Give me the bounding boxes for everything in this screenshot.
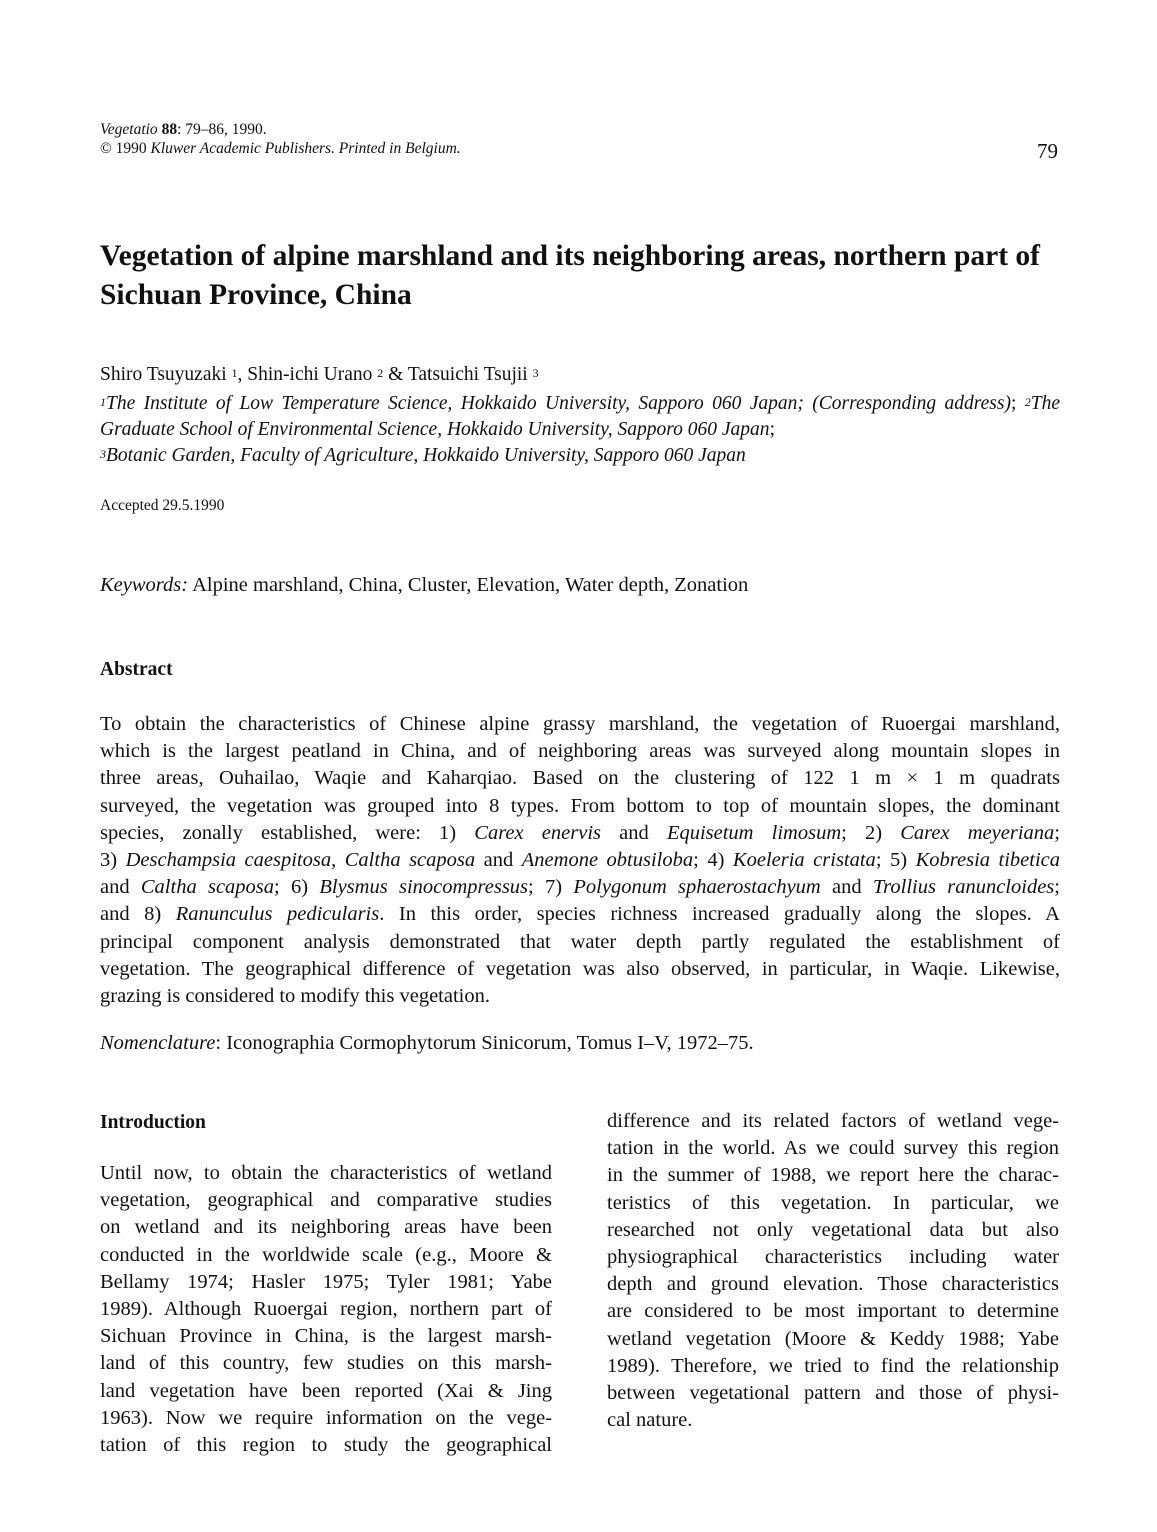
- author-list: [100, 362, 539, 388]
- nomenclature-text: : Iconographia Cormophytorum Sinicorum, Tomus I–V, 1972–75.: [215, 1032, 754, 1054]
- keywords: [100, 574, 748, 597]
- abstract-line: grazing is considered to modify this vegetation.: [100, 985, 490, 1008]
- author-separator: ,: [237, 364, 248, 385]
- abstract-text: ;: [1054, 876, 1060, 899]
- copyright-year: © 1990: [100, 140, 147, 157]
- species-name: Equisetum limosum: [666, 821, 842, 844]
- abstract-line: [100, 820, 1060, 847]
- affiliation-3-marker: 3: [100, 447, 106, 461]
- abstract-text: ; 2): [841, 821, 901, 844]
- intro-line: Bellamy 1974; Hasler 1975; Tyler 1981; Yabe: [100, 1270, 552, 1293]
- affiliations: [100, 391, 1060, 469]
- paper-title: Vegetation of alpine marshland and its neighboring areas, northern part of Sichuan Province, China: [100, 240, 1040, 311]
- abstract-line: [100, 901, 1060, 928]
- intro-line: conducted in the worldwide scale (e.g., Moore &: [100, 1243, 552, 1266]
- abstract-line: surveyed, the vegetation was grouped into 8 types. From bottom to top of mountain slopes, the dominant: [100, 794, 1060, 817]
- intro-line: land vegetation have been reported (Xai & Jing: [100, 1379, 552, 1402]
- page-number: 79: [1037, 139, 1058, 163]
- intro-line: cal nature.: [607, 1409, 693, 1432]
- author-3: Tatsuichi Tsujii: [407, 364, 528, 385]
- intro-line: vegetation, geographical and comparative studies: [100, 1189, 552, 1212]
- abstract-line: vegetation. The geographical difference of vegetation was also observed, in particular, in Waqie. Likewise,: [100, 957, 1060, 980]
- journal-volume: 88: [161, 121, 178, 138]
- species-name: Kobresia tibetica: [915, 849, 1061, 872]
- intro-line: tation of this region to study the geographical: [100, 1434, 552, 1457]
- species-name: Caltha scaposa: [140, 876, 275, 899]
- intro-line: Sichuan Province in China, is the largest marsh-: [100, 1325, 552, 1348]
- author-2: Shin-ichi Urano: [247, 364, 373, 385]
- author-2-affil: 2: [377, 366, 384, 380]
- publisher-note: Kluwer Academic Publishers. Printed in Belgium.: [150, 140, 461, 157]
- species-name: Deschampsia caespitosa: [125, 849, 332, 872]
- abstract-text: and: [100, 876, 141, 899]
- intro-line: teristics of this vegetation. In particular, we: [607, 1191, 1059, 1214]
- abstract-text: ;: [1054, 821, 1060, 844]
- journal-pages-year: : 79–86, 1990.: [177, 121, 267, 138]
- abstract-text: and: [475, 849, 522, 872]
- journal-citation: [100, 120, 461, 158]
- author-separator: &: [383, 364, 408, 385]
- species-name: Anemone obtusiloba: [521, 849, 694, 872]
- author-1-affil: 1: [231, 366, 238, 380]
- abstract-line: [100, 874, 1060, 901]
- abstract-line: principal component analysis demonstrated that water depth partly regulated the establishment of: [100, 930, 1060, 953]
- abstract-text: 3): [100, 849, 126, 872]
- nomenclature-label: Nomenclature: [100, 1032, 216, 1054]
- species-name: Trollius ranuncloides: [872, 876, 1055, 899]
- affiliation-2: The Graduate School of Environmental Science, Hokkaido University, Sapporo 060 Japan: [100, 393, 1060, 440]
- intro-line: difference and its related factors of wetland vege-: [607, 1110, 1059, 1132]
- affiliation-2-marker: 2: [1024, 395, 1031, 409]
- intro-line: in the summer of 1988, we report here the charac-: [607, 1164, 1059, 1187]
- author-1: Shiro Tsuyuzaki: [100, 364, 227, 385]
- abstract-text: ; 4): [693, 849, 733, 872]
- nomenclature: [100, 1032, 754, 1055]
- abstract-text: ,: [331, 849, 345, 872]
- intro-line: Until now, to obtain the characteristics of wetland: [100, 1162, 552, 1184]
- affiliation-1-marker: 1: [100, 395, 106, 409]
- abstract-line: three areas, Ouhailao, Waqie and Kaharqiao. Based on the clustering of 122 1 m × 1 m quadrats: [100, 767, 1060, 790]
- affiliation-separator: ;: [1010, 393, 1025, 414]
- intro-line: 1963). Now we require information on the vege-: [100, 1406, 552, 1429]
- intro-line: are considered to be most important to determine: [607, 1300, 1059, 1323]
- copyright-line: [100, 139, 461, 158]
- intro-line: land of this country, few studies on this marsh-: [100, 1352, 552, 1375]
- abstract-text: species, zonally established, were: 1): [100, 821, 475, 844]
- species-name: Ranunculus pedicularis: [175, 903, 380, 926]
- keywords-label: Keywords:: [100, 574, 189, 596]
- species-name: Carex meyeriana: [900, 821, 1055, 844]
- introduction-right-column: [607, 1108, 1059, 1434]
- introduction-heading: Introduction: [100, 1112, 206, 1133]
- author-3-affil: 3: [532, 366, 539, 380]
- intro-line: 1989). Therefore, we tried to find the relationship: [607, 1354, 1059, 1377]
- keywords-text: Alpine marshland, China, Cluster, Elevation, Water depth, Zonation: [192, 574, 749, 596]
- affiliation-3: Botanic Garden, Faculty of Agriculture, Hokkaido University, Sapporo 060 Japan: [106, 445, 746, 466]
- abstract-text: ; 5): [875, 849, 916, 872]
- intro-line: physiographical characteristics including water: [607, 1246, 1059, 1269]
- affiliation-separator: ;: [769, 419, 775, 440]
- species-name: Polygonum sphaerostachyum: [573, 876, 821, 899]
- abstract-line: [100, 847, 1060, 874]
- journal-name: Vegetatio: [100, 121, 158, 138]
- abstract-line: To obtain the characteristics of Chinese alpine grassy marshland, the vegetation of Ruoergai marshland,: [100, 713, 1060, 735]
- intro-line: between vegetational pattern and those of physi-: [607, 1382, 1059, 1405]
- abstract-body: [100, 711, 1060, 1010]
- abstract-text: . In this order, species richness increased gradually along the slopes. A: [379, 903, 1060, 926]
- species-name: Koeleria cristata: [732, 849, 876, 872]
- abstract-text: ; 6): [274, 876, 320, 899]
- species-name: Caltha scaposa: [344, 849, 476, 872]
- intro-line: tation in the world. As we could survey this region: [607, 1137, 1059, 1160]
- journal-volume-line: [100, 120, 461, 139]
- species-name: Blysmus sinocompressus: [319, 876, 529, 899]
- abstract-text: and: [820, 876, 873, 899]
- abstract-text: and 8): [100, 903, 176, 926]
- intro-line: depth and ground elevation. Those characteristics: [607, 1273, 1059, 1296]
- introduction-left-column: [100, 1160, 552, 1459]
- affiliation-1: The Institute of Low Temperature Science, Hokkaido University, Sapporo 060 Japan; (Corresponding address): [106, 393, 1011, 414]
- accepted-date: Accepted 29.5.1990: [100, 497, 225, 514]
- abstract-line: which is the largest peatland in China, and of neighboring areas was surveyed along mountain slopes in: [100, 740, 1060, 763]
- intro-line: wetland vegetation (Moore & Keddy 1988; Yabe: [607, 1327, 1059, 1350]
- intro-line: 1989). Although Ruoergai region, northern part of: [100, 1298, 552, 1321]
- abstract-text: and: [601, 821, 667, 844]
- species-name: Carex enervis: [474, 821, 601, 844]
- abstract-text: ; 7): [528, 876, 574, 899]
- intro-line: researched not only vegetational data but also: [607, 1218, 1059, 1241]
- intro-line: on wetland and its neighboring areas have been: [100, 1216, 552, 1239]
- abstract-heading: Abstract: [100, 659, 173, 680]
